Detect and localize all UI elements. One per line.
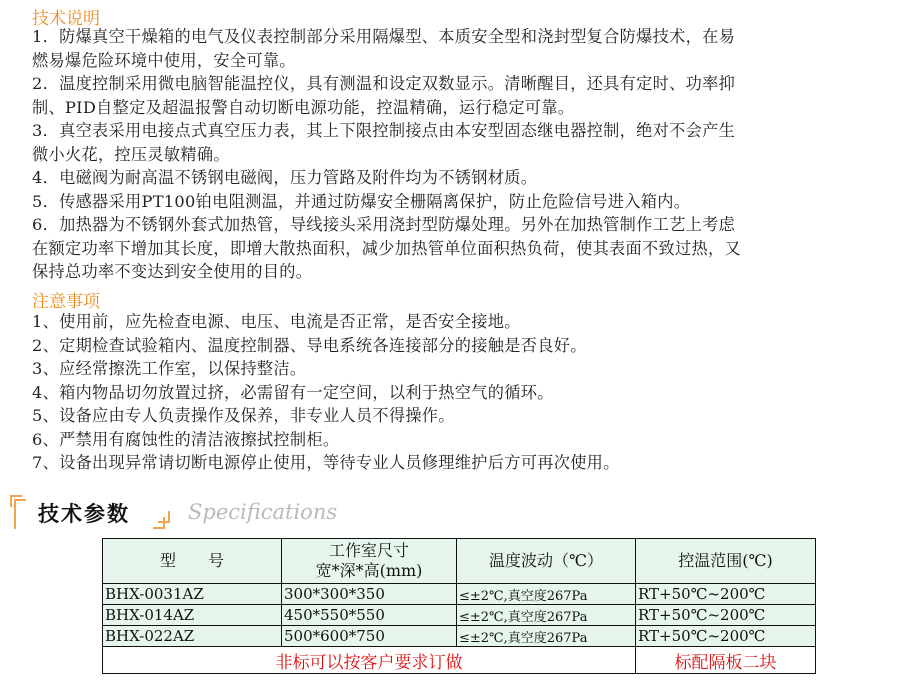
note-line: 1、使用前，应先检查电源、电压、电流是否正常，是否安全接地。 (32, 312, 521, 331)
header-size-line2: 宽*深*高(mm) (315, 561, 423, 580)
tech-desc-line: 2．温度控制采用微电脑智能温控仪，具有测温和设定双数显示。清晰醒目，还具有定时、功率抑 (32, 74, 736, 93)
specs-title: 技术参数 (38, 502, 130, 526)
cell-fluct: ≤±2℃,真空度267Pa (457, 605, 636, 626)
footnote-custom: 非标可以按客户要求订做 (103, 647, 636, 674)
note-line: 4、箱内物品切勿放置过挤，必需留有一定空间，以利于热空气的循环。 (32, 382, 554, 402)
cell-range: RT+50℃~200℃ (636, 626, 816, 647)
cell-fluct: ≤±2℃,真空度267Pa (457, 584, 636, 605)
header-size (282, 539, 457, 584)
tech-desc-line: 燃易爆危险环境中使用，安全可靠。 (32, 50, 296, 70)
cell-size: 450*550*550 (282, 605, 457, 626)
tech-desc-line: 在额定功率下增加其长度，即增大散热面积，减少加热管单位面积热负荷，使其表面不致过热，又 (32, 238, 741, 258)
cell-model: BHX-014AZ (103, 605, 282, 626)
tech-desc-line: 制、PID自整定及超温报警自动切断电源功能，控温精确，运行稳定可靠。 (32, 97, 575, 117)
tech-desc-line: 6．加热器为不锈钢外套式加热管，导线接头采用浇封型防爆处理。另外在加热管制作工艺上考虑 (32, 215, 736, 234)
specs-subtitle: Specifications (188, 500, 338, 524)
header-size-line1: 工作室尺寸 (328, 541, 409, 560)
cell-range: RT+50℃~200℃ (636, 605, 816, 626)
cell-size: 300*300*350 (282, 584, 457, 605)
bracket-bottom-right-inner-icon (153, 517, 165, 529)
cell-size: 500*600*750 (282, 626, 457, 647)
cell-model: BHX-0031AZ (103, 584, 282, 605)
tech-desc-line: 1．防爆真空干燥箱的电气及仪表控制部分采用隔爆型、本质安全型和浇封型复合防爆技术，在易 (32, 27, 736, 46)
header-range: 控温范围(℃) (636, 539, 816, 584)
tech-desc-body (32, 25, 882, 284)
note-line: 2、定期检查试验箱内、温度控制器、导电系统各连接部分的接触是否良好。 (32, 335, 587, 355)
tech-desc-line: 微小火花，控压灵敏精确。 (32, 144, 230, 164)
table-header-row (103, 539, 816, 584)
specs-table (102, 538, 816, 674)
cell-fluct: ≤±2℃,真空度267Pa (457, 626, 636, 647)
tech-desc-title: 技术说明 (32, 9, 100, 29)
tech-desc-line: 3．真空表采用电接点式真空压力表，其上下限控制接点由本安型固态继电器控制，绝对不会产生 (32, 121, 736, 140)
header-model: 型 号 (103, 539, 282, 584)
cell-range: RT+50℃~200℃ (636, 584, 816, 605)
tech-desc-line: 4．电磁阀为耐高温不锈钢电磁阀，压力管路及附件均为不锈钢材质。 (32, 168, 538, 187)
table-footnote-row (103, 647, 816, 674)
footnote-shelves: 标配隔板二块 (636, 647, 816, 674)
table-row (103, 626, 816, 647)
specs-heading (8, 493, 183, 535)
header-fluct: 温度波动（℃） (457, 539, 636, 584)
note-line: 6、严禁用有腐蚀性的清洁液擦拭控制柜。 (32, 429, 340, 449)
bracket-left-icon (14, 509, 24, 529)
notes-body (32, 310, 882, 475)
tech-desc-line: 5．传感器采用PT100铂电阻测温，并通过防爆安全栅隔离保护，防止危险信号进入箱内。 (32, 191, 691, 211)
cell-model: BHX-022AZ (103, 626, 282, 647)
note-line: 5、设备应由专人负责操作及保养，非专业人员不得操作。 (32, 406, 455, 425)
table-row (103, 584, 816, 605)
tech-desc-line: 保持总功率不变达到安全使用的目的。 (32, 262, 313, 281)
note-line: 7、设备出现异常请切断电源停止使用，等待专业人员修理维护后方可再次使用。 (32, 453, 620, 472)
note-line: 3、应经常擦洗工作室，以保持整洁。 (32, 359, 307, 378)
notes-title: 注意事项 (32, 292, 100, 312)
table-row (103, 605, 816, 626)
